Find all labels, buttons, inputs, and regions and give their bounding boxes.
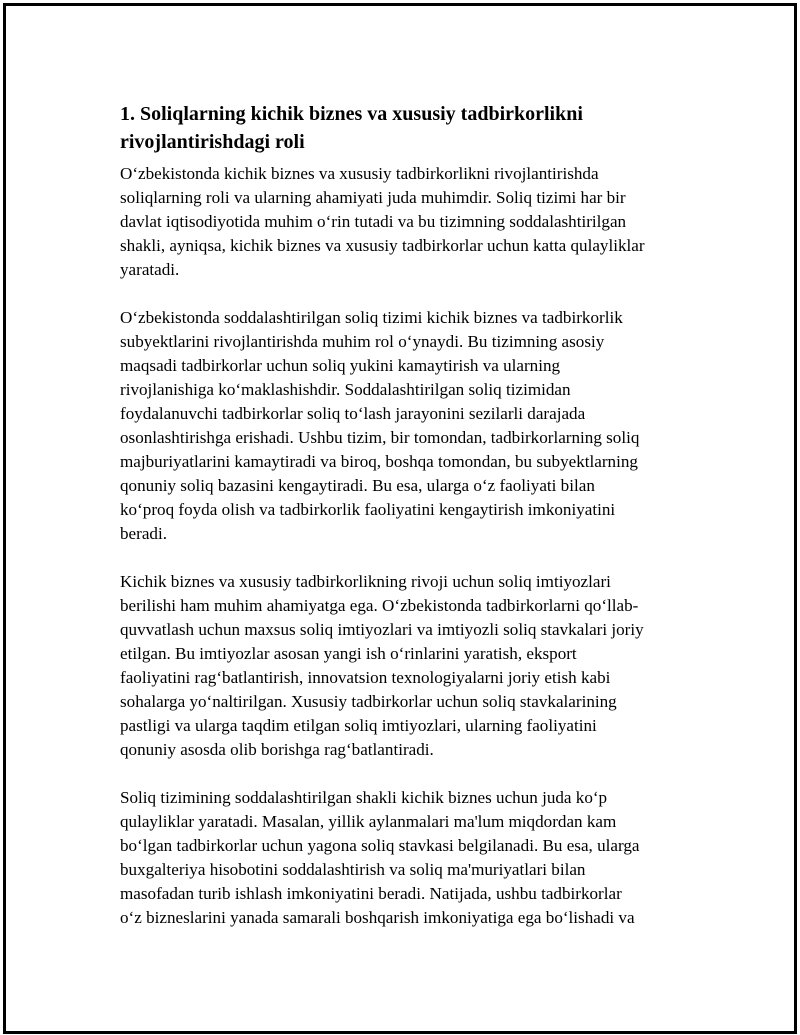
paragraph-1: O‘zbekistonda kichik biznes va xususiy tadbirkorlikni rivojlantirishda soliqlarning roli va ularning ahamiyati juda muhimdir. Soliq tizimi har bir davlat iqtisodiyotida muhim o‘rin tutadi va bu tizimning soddalashtirilgan shakli, ayniqsa, kichik biznes va xususiy tadbirkorlar uchun katta qulayliklar yaratadi. <box>120 164 645 279</box>
paragraph-2: O‘zbekistonda soddalashtirilgan soliq tizimi kichik biznes va tadbirkorlik subyektlarini rivojlantirishda muhim rol o‘ynaydi. Bu tizimning asosiy maqsadi tadbirkorlar uchun soliq yukini kamaytirish va ularning rivojlanishiga ko‘maklashishdir. Soddalashtirilgan soliq tizimidan foydalanuvchi tadbirkorlar soliq to‘lash jarayonini sezilarli darajada osonlashtirishga erishadi. Ushbu tizim, bir tomondan, tadbirkorlarning soliq majburiyatlarini kamaytiradi va biroq, boshqa tomondan, bu subyektlarning qonuniy soliq bazasini kengaytiradi. Bu esa, ularga o‘z faoliyati bilan ko‘proq foyda olish va tadbirkorlik faoliyatini kengaytirish imkoniyatini beradi. <box>120 308 640 543</box>
document-page <box>3 3 797 1034</box>
paragraph-3: Kichik biznes va xususiy tadbirkorlikning rivoji uchun soliq imtiyozlari berilishi ham muhim ahamiyatga ega. O‘zbekistonda tadbirkorlarni qo‘llab- quvvatlash uchun maxsus soliq imtiyozlari va imtiyozli soliq stavkalari joriy etilgan. Bu imtiyozlar asosan yangi ish o‘rinlarini yaratish, eksport faoliyatini rag‘batlantirish, innovatsion texnologiyalarni joriy etish kabi sohalarga yo‘naltirilgan. Xususiy tadbirkorlar uchun soliq stavkalarining pastligi va ularga taqdim etilgan soliq imtiyozlari, ularning faoliyatini qonuniy asosda olib borishga rag‘batlantiradi. <box>120 572 644 759</box>
section-heading: 1. Soliqlarning kichik biznes va xususiy tadbirkorlikni rivojlantirishdagi roli <box>120 103 583 153</box>
paragraph-4: Soliq tizimining soddalashtirilgan shakli kichik biznes uchun juda ko‘p qulayliklar yaratadi. Masalan, yillik aylanmalari ma'lum miqdordan kam bo‘lgan tadbirkorlar uchun yagona soliq stavkasi belgilanadi. Bu esa, ularga buxgalteriya hisobotini soddalashtirish va soliq ma'muriyatlari bilan masofadan turib ishlash imkoniyatini beradi. Natijada, ushbu tadbirkorlar o‘z bizneslarini yanada samarali boshqarish imkoniyatiga ega bo‘lishadi va <box>120 788 640 927</box>
document-body <box>120 100 690 954</box>
